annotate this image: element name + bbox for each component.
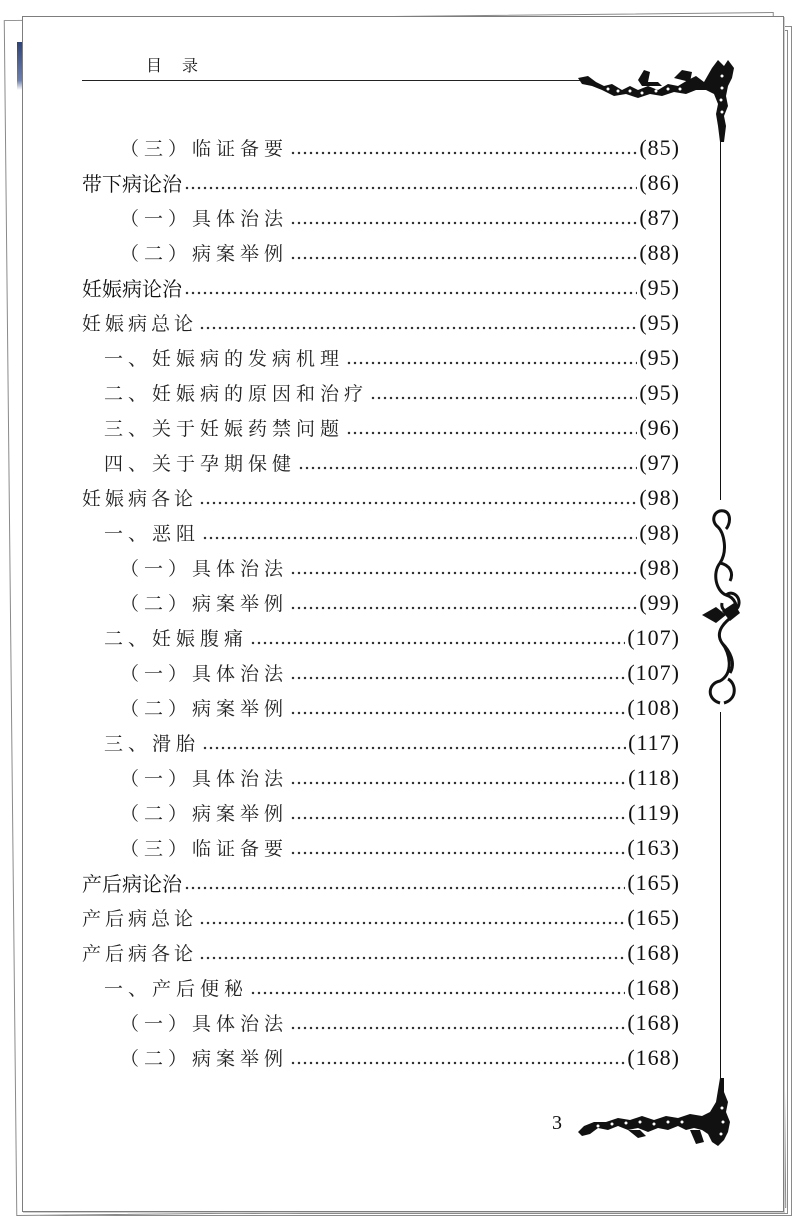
toc-entry-title: 产后病总论 (82, 908, 198, 930)
toc-entry-page: (95) (639, 274, 680, 300)
leader-dots (250, 978, 625, 998)
leader-dots (290, 1013, 625, 1033)
scroll-ornament-icon (700, 503, 746, 723)
toc-entry[interactable] (82, 375, 680, 410)
toc-entry-page: (168) (627, 1044, 680, 1070)
toc-entry-section[interactable] (82, 935, 680, 970)
leader-dots (184, 173, 637, 193)
leader-dots (199, 313, 637, 333)
toc-entry[interactable] (82, 830, 680, 865)
toc-entry[interactable] (82, 340, 680, 375)
toc-entry-page: (98) (639, 484, 680, 510)
toc-entry[interactable] (82, 1040, 680, 1075)
toc-entry-page: (168) (627, 974, 680, 1000)
toc-entry-page: (95) (639, 309, 680, 335)
toc-entry-chapter[interactable] (82, 865, 680, 900)
toc-entry[interactable] (82, 620, 680, 655)
running-head: 目录 (146, 56, 219, 75)
toc-entry[interactable] (82, 795, 680, 830)
toc-entry-page: (165) (627, 869, 680, 895)
toc-entry-title: （三）临证备要 (120, 838, 289, 860)
page-number: 3 (552, 1112, 562, 1134)
leader-dots (290, 1048, 625, 1068)
toc-entry-page: (117) (628, 729, 680, 755)
leader-dots (199, 488, 637, 508)
toc-entry-title: （二）病案举例 (120, 803, 289, 825)
toc-entry[interactable] (82, 725, 680, 760)
toc-entry-page: (85) (639, 134, 680, 160)
toc-entry-section[interactable] (82, 900, 680, 935)
leader-dots (290, 663, 625, 683)
toc-entry-page: (86) (639, 169, 680, 195)
toc-entry[interactable] (82, 200, 680, 235)
toc-entry-page: (87) (639, 204, 680, 230)
toc-entry[interactable] (82, 1005, 680, 1040)
header-rule (82, 80, 582, 81)
leader-dots (290, 593, 637, 613)
leader-dots (290, 243, 637, 263)
toc-entry-title: 三、关于妊娠药禁问题 (104, 418, 345, 440)
toc-entry-title: 产后病各论 (82, 943, 198, 965)
toc-entry-title: （一）具体治法 (120, 768, 289, 790)
toc-entry-title: （二）病案举例 (120, 698, 289, 720)
toc-entry-page: (118) (628, 764, 680, 790)
toc-entry-title: 妊娠病各论 (82, 488, 198, 510)
toc-entry-page: (98) (639, 554, 680, 580)
toc-entry[interactable] (82, 445, 680, 480)
leader-dots (290, 698, 625, 718)
leader-dots (199, 943, 625, 963)
toc-entry-title: 一、妊娠病的发病机理 (104, 348, 345, 370)
toc-entry-title: 一、产后便秘 (104, 978, 249, 1000)
toc-entry-title: 妊娠病论治 (82, 277, 182, 301)
leader-dots (346, 418, 637, 438)
toc-entry-chapter[interactable] (82, 165, 680, 200)
toc-entry-page: (99) (639, 589, 680, 615)
leader-dots (290, 208, 637, 228)
leader-dots (290, 768, 626, 788)
toc-entry-title: （三）临证备要 (120, 138, 289, 160)
toc-entry-title: 四、关于孕期保健 (104, 453, 297, 475)
toc-entry-title: （二）病案举例 (120, 1048, 289, 1070)
toc-entry-page: (163) (627, 834, 680, 860)
leader-dots (202, 733, 626, 753)
leader-dots (199, 908, 625, 928)
leader-dots (346, 348, 637, 368)
toc-entry[interactable] (82, 760, 680, 795)
leader-dots (290, 558, 637, 578)
toc-entry-page: (119) (628, 799, 680, 825)
toc-entry-page: (165) (627, 904, 680, 930)
leader-dots (290, 803, 626, 823)
toc-entry[interactable] (82, 235, 680, 270)
toc-entry-page: (97) (639, 449, 680, 475)
leader-dots (298, 453, 637, 473)
toc-entry-title: （一）具体治法 (120, 208, 289, 230)
leader-dots (290, 138, 637, 158)
toc-entry-page: (96) (639, 414, 680, 440)
leader-dots (202, 523, 637, 543)
toc-entry-title: 二、妊娠病的原因和治疗 (104, 383, 369, 405)
toc-entry-page: (95) (639, 344, 680, 370)
margin-rule-top (720, 140, 721, 500)
leader-dots (290, 838, 625, 858)
toc-entry-page: (107) (627, 659, 680, 685)
toc-entry-title: 三、滑胎 (104, 733, 201, 755)
toc-entry-title: 一、恶阻 (104, 523, 201, 545)
toc-entry[interactable] (82, 550, 680, 585)
toc-entry-page: (88) (639, 239, 680, 265)
leader-dots (184, 278, 637, 298)
margin-rule-bottom (720, 712, 721, 1080)
toc-entry-title: （一）具体治法 (120, 663, 289, 685)
toc-entry-title: （一）具体治法 (120, 558, 289, 580)
toc-entry[interactable] (82, 585, 680, 620)
toc-entry-title: （二）病案举例 (120, 243, 289, 265)
toc-entry[interactable] (82, 970, 680, 1005)
toc-entry[interactable] (82, 655, 680, 690)
leader-dots (370, 383, 637, 403)
leader-dots (184, 873, 625, 893)
toc-entry[interactable] (82, 410, 680, 445)
leader-dots (250, 628, 625, 648)
corner-ornament-bottom-icon (578, 1078, 738, 1150)
toc-entry[interactable] (82, 515, 680, 550)
toc-entry-title: （一）具体治法 (120, 1013, 289, 1035)
toc-entry-title: 产后病论治 (82, 872, 182, 896)
toc-entry-page: (108) (627, 694, 680, 720)
toc-entry-chapter[interactable] (82, 270, 680, 305)
toc-entry-title: 带下病论治 (82, 172, 182, 196)
toc-entry-title: 妊娠病总论 (82, 313, 198, 335)
toc-entry-page: (95) (639, 379, 680, 405)
toc-entry[interactable] (82, 690, 680, 725)
toc-entry[interactable] (82, 130, 680, 165)
toc-entry-page: (98) (639, 519, 680, 545)
toc-entry-section[interactable] (82, 305, 680, 340)
toc-entry-page: (168) (627, 939, 680, 965)
table-of-contents (82, 130, 680, 1075)
toc-entry-title: （二）病案举例 (120, 593, 289, 615)
toc-entry-section[interactable] (82, 480, 680, 515)
toc-entry-page: (168) (627, 1009, 680, 1035)
toc-entry-title: 二、妊娠腹痛 (104, 628, 249, 650)
toc-entry-page: (107) (627, 624, 680, 650)
